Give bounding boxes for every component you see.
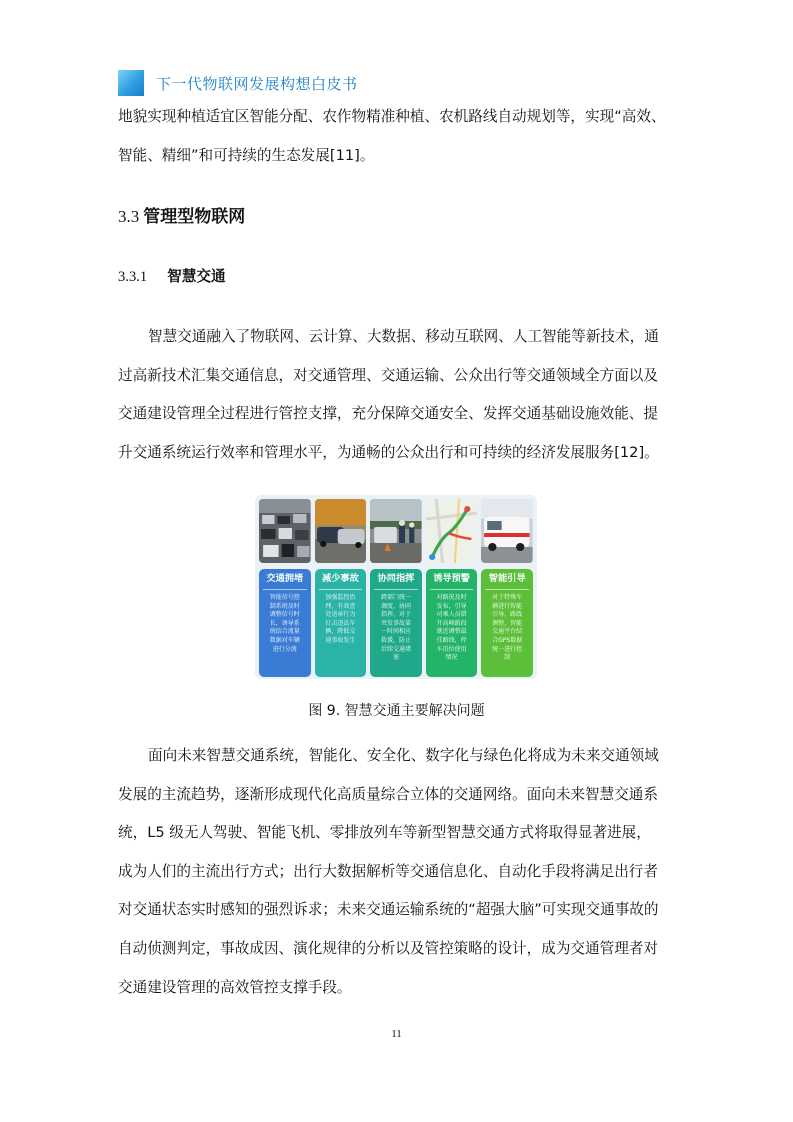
text-line: 升交通系统运行效率和管理水平，为通畅的公众出行和可持续的经济发展服务[12]。 bbox=[118, 443, 659, 461]
text-line: 统，L5 级无人驾驶、智能飞机、零排放列车等新型智慧交通方式将取得显著进展， bbox=[118, 824, 651, 842]
card-reduce-accidents bbox=[315, 569, 367, 677]
card-title: 诱导预警 bbox=[430, 572, 474, 590]
card-description: 对于特殊车 辆进行智能 引导，路线 调整，智能 交通平台结 合GPS数据 统一进行控 制 bbox=[492, 594, 523, 662]
card-smart-guidance bbox=[481, 569, 533, 677]
text-line: 发展的主流趋势，逐渐形成现代化高质量综合立体的交通网络。面向未来智慧交通系 bbox=[118, 785, 658, 803]
text-line: 交通建设管理的高效管控支撑手段。 bbox=[118, 978, 352, 996]
figure-card-row bbox=[259, 569, 533, 677]
ambulance-photo bbox=[481, 499, 533, 563]
header-logo-icon bbox=[118, 70, 144, 96]
card-coordinated-command bbox=[370, 569, 422, 677]
navigation-map-photo bbox=[426, 499, 478, 563]
card-description: 对路况及时 发布，引导 司乘人员错 开高峰路段 就近调整最 佳路线，停 车泊位使用 情况 bbox=[436, 594, 467, 662]
page-number: 11 bbox=[391, 1028, 402, 1040]
section-number: 3.3 bbox=[118, 207, 140, 226]
traffic-police-photo bbox=[370, 499, 422, 563]
text-line: 智慧交通融入了物联网、云计算、大数据、移动互联网、人工智能等新技术，通 bbox=[148, 328, 659, 345]
text-line: 地貌实现种植适宜区智能分配、农作物精准种植、农机路线自动规划等，实现“高效、 bbox=[118, 108, 666, 125]
card-title: 智能引导 bbox=[485, 572, 529, 590]
text-line: 交通建设管理全过程进行管控支撑，充分保障交通安全、发挥交通基础设施效能、提 bbox=[118, 405, 658, 423]
subsection-number: 3.3.1 bbox=[118, 269, 148, 285]
figure-photo-row bbox=[259, 499, 533, 563]
text-line: 自动侦测判定，事故成因、演化规律的分析以及管控策略的设计，成为交通管理者对 bbox=[118, 939, 658, 957]
card-title: 协同指挥 bbox=[374, 572, 418, 590]
text-line: 对交通状态实时感知的强烈诉求；未来交通运输系统的“超强大脑”可实现交通事故的 bbox=[118, 901, 659, 919]
card-traffic-congestion bbox=[259, 569, 311, 677]
subsection-title: 智慧交通 bbox=[167, 268, 226, 285]
section-heading bbox=[118, 202, 245, 227]
figure-caption: 图 9. 智慧交通主要解决问题 bbox=[308, 703, 485, 719]
card-description: 智能信号控 制系统及时 调整信号时 长，诱导系 统结合流量 数据对车辆 进行分流 bbox=[269, 594, 300, 653]
card-title: 减少事故 bbox=[319, 572, 363, 590]
accident-photo bbox=[315, 499, 367, 563]
document-header bbox=[118, 70, 358, 96]
intro-paragraph bbox=[118, 98, 678, 175]
card-description: 加强监控治 理，有效查 处违章行为 打击违法车 辆，降低交 通事故发生 bbox=[325, 594, 356, 644]
section-title: 管理型物联网 bbox=[143, 207, 246, 227]
paragraph-future-traffic bbox=[118, 737, 678, 1007]
card-guidance-warning bbox=[426, 569, 478, 677]
text-line: 成为人们的主流出行方式；出行大数据解析等交通信息化、自动化手段将满足出行者 bbox=[118, 862, 658, 880]
figure-smart-traffic bbox=[255, 495, 537, 679]
card-title: 交通拥堵 bbox=[263, 572, 307, 590]
header-title: 下一代物联网发展构想白皮书 bbox=[156, 74, 358, 93]
card-description: 跨部门统一 调度，协同 指挥，对于 突发事故第 一时间相应 救援，防止 后续交通堵 塞 bbox=[380, 594, 411, 662]
traffic-jam-photo bbox=[259, 499, 311, 563]
paragraph-smart-traffic-intro bbox=[118, 318, 678, 472]
text-line: 面向未来智慧交通系统，智能化、安全化、数字化与绿色化将成为未来交通领域 bbox=[148, 747, 659, 764]
text-line: 过高新技术汇集交通信息，对交通管理、交通运输、公众出行等交通领域全方面以及 bbox=[118, 366, 658, 384]
text-line: 智能、精细”和可持续的生态发展[11]。 bbox=[118, 146, 375, 164]
subsection-heading bbox=[118, 265, 226, 286]
